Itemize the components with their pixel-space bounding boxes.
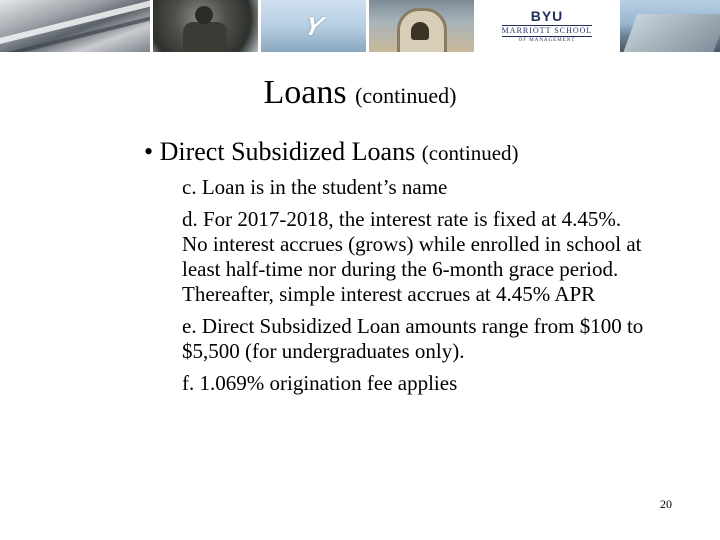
slide-title: [0, 74, 720, 115]
bullet-heading: [144, 137, 519, 168]
logo-byu-text: BYU: [530, 7, 564, 24]
list-item: c. Loan is in the student’s name: [182, 175, 448, 199]
list-item: f. 1.069% origination fee applies: [182, 371, 458, 395]
bullet-main-text: Direct Subsidized Loans: [159, 137, 416, 166]
banner-photo-building: [0, 0, 150, 52]
list-item: e. Direct Subsidized Loan amounts range from $100 to $5,500 (for undergraduates only).: [182, 314, 644, 363]
bullet-symbol: •: [144, 137, 154, 166]
statue-body-shape: [183, 22, 227, 52]
sub-item-list: [182, 175, 652, 403]
banner-photo-bell: [369, 0, 474, 52]
banner-photo-statue: [153, 0, 258, 52]
logo-school-text: MARRIOTT SCHOOL: [501, 25, 593, 35]
page-number: 20: [660, 497, 672, 511]
header-banner: [0, 0, 720, 52]
logo-management-text: OF MANAGEMENT: [518, 37, 576, 43]
bullet-sub-text: (continued): [421, 141, 519, 165]
bell-icon: [411, 22, 429, 40]
list-item: d. For 2017-2018, the interest rate is fixed at 4.45%. No interest accrues (grows) while enrolled in school at least half-time nor during the 6-month grace period. Thereafter, simple interest accrues at 4.45% APR: [182, 207, 642, 306]
slide-title-sub: (continued): [355, 83, 457, 108]
banner-photo-mountain-y: [261, 0, 366, 52]
y-mountain-icon: Y: [300, 10, 327, 41]
byu-marriott-logo: [477, 0, 617, 52]
statue-head-shape: [195, 6, 213, 24]
banner-photo-tanner-building: [620, 0, 720, 52]
slide-title-main: Loans: [263, 74, 347, 111]
